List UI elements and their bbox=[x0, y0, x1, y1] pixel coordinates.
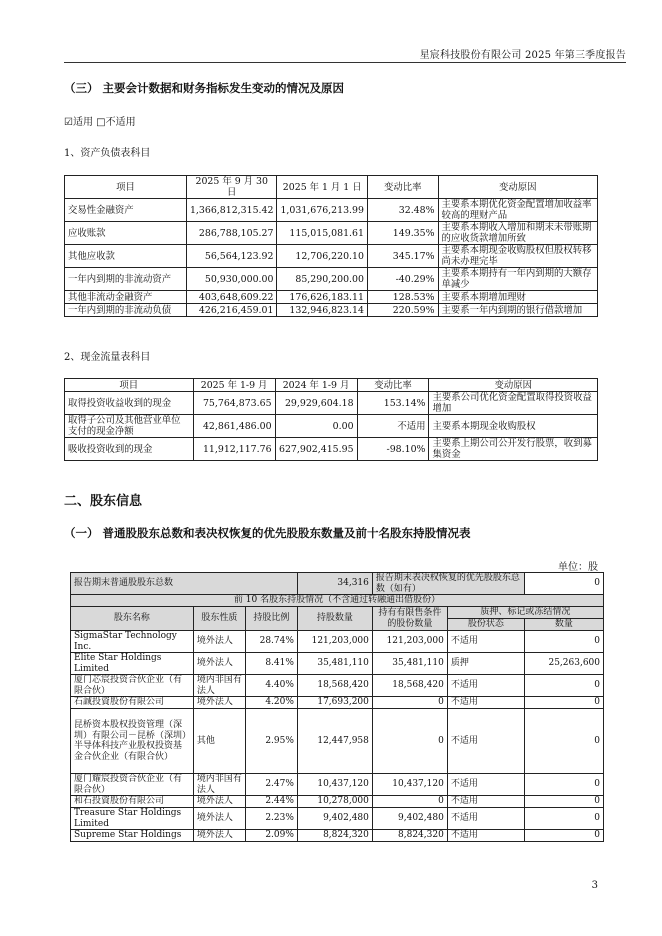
col-header-period1: 2025 年 1-9 月 bbox=[193, 379, 275, 392]
cell-item: 其他非流动金融资产 bbox=[65, 291, 187, 304]
col-header-item: 项目 bbox=[65, 176, 187, 199]
cell-value-2: 85,290,200.00 bbox=[277, 268, 368, 291]
cell-value-1: 426,216,459.01 bbox=[186, 304, 277, 317]
cell-amount: 0 bbox=[524, 697, 603, 709]
cell-amount: 0 bbox=[524, 830, 603, 842]
cashflow-subtitle: 2、现金流量表科目 bbox=[64, 352, 151, 363]
cell-name: Elite Star Holdings Limited bbox=[71, 653, 194, 675]
section-title-changes: （三） 主要会计数据和财务指标发生变动的情况及原因 bbox=[64, 81, 345, 95]
cell-restricted: 0 bbox=[372, 709, 447, 774]
cell-status: 不适用 bbox=[447, 709, 524, 774]
unit-label: 单位：股 bbox=[558, 562, 598, 573]
shareholders-subtitle: （一） 普通股股东总数和表决权恢复的优先股股东数量及前十名股东持股情况表 bbox=[64, 526, 471, 540]
cell-name: Supreme Star Holdings bbox=[71, 830, 194, 842]
cashflow-table bbox=[64, 378, 598, 461]
total-holders-label: 报告期末普通股股东总数 bbox=[71, 573, 298, 595]
cell-value-2: 1,031,676,213.99 bbox=[277, 199, 368, 222]
cell-name: 和石投資股份有限公司 bbox=[71, 796, 194, 808]
cell-nature: 境内非国有法人 bbox=[193, 675, 245, 697]
cell-nature: 其他 bbox=[193, 709, 245, 774]
cell-rate: 32.48% bbox=[367, 199, 438, 222]
table-row bbox=[71, 653, 604, 675]
col-header-status: 股份状态 bbox=[447, 619, 524, 631]
table-row bbox=[65, 392, 598, 415]
cell-restricted: 9,402,480 bbox=[372, 808, 447, 830]
cell-value-2: 115,015,081.61 bbox=[277, 222, 368, 245]
col-header-reason: 变动原因 bbox=[438, 176, 597, 199]
cell-ratio: 4.40% bbox=[245, 675, 297, 697]
cell-qty: 10,278,000 bbox=[297, 796, 372, 808]
cell-rate: 149.35% bbox=[367, 222, 438, 245]
col-header-reason: 变动原因 bbox=[429, 379, 598, 392]
cell-qty: 10,437,120 bbox=[297, 774, 372, 796]
cell-restricted: 10,437,120 bbox=[372, 774, 447, 796]
cell-name: Treasure Star Holdings Limited bbox=[71, 808, 194, 830]
col-header-ratio: 持股比例 bbox=[245, 607, 297, 631]
col-header-rate: 变动比率 bbox=[367, 176, 438, 199]
cell-status: 不适用 bbox=[447, 631, 524, 653]
cell-reason: 主要系本期优化资金配置增加收益率较高的理财产品 bbox=[438, 199, 597, 222]
cell-qty: 9,402,480 bbox=[297, 808, 372, 830]
cell-ratio: 2.09% bbox=[245, 830, 297, 842]
cell-name: 昆桥资本股权投资管理（深圳）有限公司－昆桥（深圳）半导体科技产业股权投资基金合伙企业（有限合伙） bbox=[71, 709, 194, 774]
cell-ratio: 2.23% bbox=[245, 808, 297, 830]
table-row bbox=[65, 268, 598, 291]
cell-nature: 境外法人 bbox=[193, 796, 245, 808]
table-row bbox=[71, 808, 604, 830]
cell-reason: 主要系本期收入增加和期末未带账期的应收货款增加所致 bbox=[438, 222, 597, 245]
cell-reason: 主要系上期公司公开发行股票，收到募集资金 bbox=[429, 438, 598, 461]
cell-rate: 128.53% bbox=[367, 291, 438, 304]
cell-reason: 主要系公司优化资金配置取得投资收益增加 bbox=[429, 392, 598, 415]
cell-rate: -98.10% bbox=[357, 438, 429, 461]
cell-nature: 境外法人 bbox=[193, 697, 245, 709]
table-header-row bbox=[65, 176, 598, 199]
table-row bbox=[65, 415, 598, 438]
table-row bbox=[71, 709, 604, 774]
balance-sheet-subtitle: 1、资产负债表科目 bbox=[64, 148, 151, 159]
cell-value-1: 286,788,105.27 bbox=[186, 222, 277, 245]
cell-rate: 153.14% bbox=[357, 392, 429, 415]
col-header-qty: 持股数量 bbox=[297, 607, 372, 631]
col-header-nature: 股东性质 bbox=[193, 607, 245, 631]
cell-item: 交易性金融资产 bbox=[65, 199, 187, 222]
col-header-date2: 2025 年 1 月 1 日 bbox=[277, 176, 368, 199]
cell-reason: 主要系本期现金收购股权但股权转移尚未办理完毕 bbox=[438, 245, 597, 268]
cell-status: 不适用 bbox=[447, 830, 524, 842]
shareholders-table bbox=[70, 572, 604, 842]
cell-ratio: 2.95% bbox=[245, 709, 297, 774]
cell-name: 厦门芯宸投资合伙企业（有限合伙） bbox=[71, 675, 194, 697]
col-header-rate: 变动比率 bbox=[357, 379, 429, 392]
cell-item: 一年内到期的非流动资产 bbox=[65, 268, 187, 291]
section-title-shareholders: 二、股东信息 bbox=[64, 494, 143, 509]
cell-qty: 17,693,200 bbox=[297, 697, 372, 709]
cell-value-1: 1,366,812,315.42 bbox=[186, 199, 277, 222]
cell-item: 取得子公司及其他营业单位支付的现金净额 bbox=[65, 415, 194, 438]
applicable-checkbox-label: ☑适用 □不适用 bbox=[64, 117, 136, 128]
cell-restricted: 35,481,110 bbox=[372, 653, 447, 675]
cell-qty: 8,824,320 bbox=[297, 830, 372, 842]
table-row bbox=[71, 697, 604, 709]
cell-value-2: 12,706,220.10 bbox=[277, 245, 368, 268]
cell-value-1: 42,861,486.00 bbox=[193, 415, 275, 438]
table-row bbox=[65, 438, 598, 461]
balance-sheet-table bbox=[64, 175, 598, 317]
cell-qty: 121,203,000 bbox=[297, 631, 372, 653]
cell-reason: 主要系一年内到期的银行借款增加 bbox=[438, 304, 597, 317]
total-holders-value: 34,316 bbox=[297, 573, 372, 595]
col-header-period2: 2024 年 1-9 月 bbox=[275, 379, 357, 392]
table-row bbox=[71, 631, 604, 653]
table-header-row bbox=[65, 379, 598, 392]
cell-status: 不适用 bbox=[447, 808, 524, 830]
col-header-name: 股东名称 bbox=[71, 607, 194, 631]
cell-value-2: 176,626,183.11 bbox=[277, 291, 368, 304]
cell-item: 一年内到期的非流动负债 bbox=[65, 304, 187, 317]
top10-title-row bbox=[71, 595, 604, 607]
table-row bbox=[65, 245, 598, 268]
page-number: 3 bbox=[591, 880, 598, 891]
cell-restricted: 18,568,420 bbox=[372, 675, 447, 697]
cell-reason: 主要系本期增加理财 bbox=[438, 291, 597, 304]
cell-restricted: 121,203,000 bbox=[372, 631, 447, 653]
cell-status: 不适用 bbox=[447, 675, 524, 697]
cell-nature: 境外法人 bbox=[193, 631, 245, 653]
cell-reason: 主要系本期现金收购股权 bbox=[429, 415, 598, 438]
cell-qty: 18,568,420 bbox=[297, 675, 372, 697]
cell-reason: 主要系本期持有一年内到期的大额存单减少 bbox=[438, 268, 597, 291]
table-row bbox=[65, 304, 598, 317]
cell-value-1: 50,930,000.00 bbox=[186, 268, 277, 291]
summary-row bbox=[71, 573, 604, 595]
cell-amount: 25,263,600 bbox=[524, 653, 603, 675]
cell-value-1: 56,564,123.92 bbox=[186, 245, 277, 268]
cell-rate: 不适用 bbox=[357, 415, 429, 438]
cell-restricted: 0 bbox=[372, 697, 447, 709]
cell-amount: 0 bbox=[524, 796, 603, 808]
cell-value-2: 627,902,415.95 bbox=[275, 438, 357, 461]
cell-amount: 0 bbox=[524, 675, 603, 697]
table-row bbox=[71, 774, 604, 796]
col-header-restricted: 持有有限售条件的股份数量 bbox=[372, 607, 447, 631]
cell-status: 不适用 bbox=[447, 774, 524, 796]
table-row bbox=[65, 291, 598, 304]
cell-amount: 0 bbox=[524, 808, 603, 830]
header-divider bbox=[64, 62, 626, 63]
table-row bbox=[65, 222, 598, 245]
table-row bbox=[65, 199, 598, 222]
cell-amount: 0 bbox=[524, 709, 603, 774]
col-header-pledge: 质押、标记或冻结情况 bbox=[447, 607, 603, 619]
table-row bbox=[71, 675, 604, 697]
col-header-date1: 2025 年 9 月 30 日 bbox=[186, 176, 277, 199]
table-row bbox=[71, 796, 604, 808]
cell-item: 吸收投资收到的现金 bbox=[65, 438, 194, 461]
cell-name: 石誠投資股份有限公司 bbox=[71, 697, 194, 709]
table-row bbox=[71, 830, 604, 842]
cell-nature: 境内非国有法人 bbox=[193, 774, 245, 796]
cell-status: 质押 bbox=[447, 653, 524, 675]
cell-item: 应收账款 bbox=[65, 222, 187, 245]
cell-nature: 境外法人 bbox=[193, 808, 245, 830]
pref-holders-label: 报告期末表决权恢复的优先股股东总数（如有） bbox=[372, 573, 524, 595]
page-header: 星宸科技股份有限公司 2025 年第三季度报告 bbox=[419, 50, 626, 61]
cell-status: 不适用 bbox=[447, 697, 524, 709]
cell-status: 不适用 bbox=[447, 796, 524, 808]
cell-ratio: 4.20% bbox=[245, 697, 297, 709]
cell-ratio: 8.41% bbox=[245, 653, 297, 675]
top10-title: 前 10 名股东持股情况（不含通过转融通出借股份） bbox=[71, 595, 604, 607]
cell-value-1: 11,912,117.76 bbox=[193, 438, 275, 461]
cell-amount: 0 bbox=[524, 631, 603, 653]
table-header-row bbox=[71, 607, 604, 619]
cell-qty: 12,447,958 bbox=[297, 709, 372, 774]
cell-item: 取得投资收益收到的现金 bbox=[65, 392, 194, 415]
cell-name: SigmaStar Technology Inc. bbox=[71, 631, 194, 653]
cell-value-2: 132,946,823.14 bbox=[277, 304, 368, 317]
cell-item: 其他应收款 bbox=[65, 245, 187, 268]
cell-restricted: 8,824,320 bbox=[372, 830, 447, 842]
cell-rate: 220.59% bbox=[367, 304, 438, 317]
cell-rate: 345.17% bbox=[367, 245, 438, 268]
col-header-item: 项目 bbox=[65, 379, 194, 392]
col-header-amount: 数量 bbox=[524, 619, 603, 631]
cell-value-1: 403,648,609.22 bbox=[186, 291, 277, 304]
cell-ratio: 2.47% bbox=[245, 774, 297, 796]
cell-value-2: 29,929,604.18 bbox=[275, 392, 357, 415]
cell-value-2: 0.00 bbox=[275, 415, 357, 438]
cell-restricted: 0 bbox=[372, 796, 447, 808]
cell-qty: 35,481,110 bbox=[297, 653, 372, 675]
cell-nature: 境外法人 bbox=[193, 830, 245, 842]
cell-value-1: 75,764,873.65 bbox=[193, 392, 275, 415]
cell-ratio: 28.74% bbox=[245, 631, 297, 653]
cell-amount: 0 bbox=[524, 774, 603, 796]
cell-rate: -40.29% bbox=[367, 268, 438, 291]
cell-ratio: 2.44% bbox=[245, 796, 297, 808]
cell-nature: 境外法人 bbox=[193, 653, 245, 675]
pref-holders-value: 0 bbox=[524, 573, 603, 595]
cell-name: 厦门耀宸投资合伙企业（有限合伙） bbox=[71, 774, 194, 796]
